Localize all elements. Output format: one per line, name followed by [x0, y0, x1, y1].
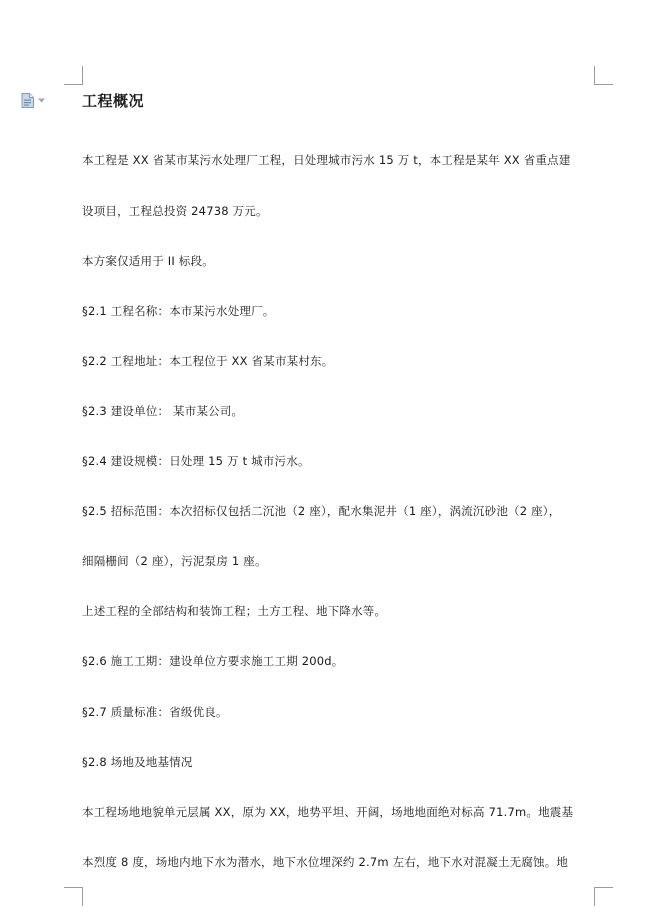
page-title: 工程概况: [82, 92, 145, 110]
paragraph-line: §2.4 建设规模：日处理 15 万 t 城市污水。: [82, 454, 310, 468]
navigation-pane-toggle[interactable]: [21, 93, 45, 108]
paragraph-line: 上述工程的全部结构和装饰工程；土方工程、地下降水等。: [82, 604, 387, 618]
paragraph-line: 本工程是 XX 省某市某污水处理厂工程，日处理城市污水 15 万 t，本工程是某年 XX 省重点建: [82, 153, 571, 167]
paragraph-line: §2.1 工程名称：本市某污水处理厂。: [82, 304, 275, 318]
paragraph-line: 本方案仅适用于 II 标段。: [82, 254, 214, 268]
page-corner-mark-top-left: [64, 66, 83, 85]
paragraph-line: 本烈度 8 度，场地内地下水为潜水，地下水位埋深约 2.7m 左右，地下水对混凝土无腐蚀。地: [82, 855, 569, 869]
paragraph-line: §2.6 施工工期：建设单位方要求施工工期 200d。: [82, 654, 344, 668]
paragraph-line: §2.7 质量标准：省级优良。: [82, 705, 228, 719]
paragraph-line: §2.2 工程地址：本工程位于 XX 省某市某村东。: [82, 354, 334, 368]
paragraph-line: §2.8 场地及地基情况: [82, 755, 193, 769]
paragraph-line: §2.3 建设单位： 某市某公司。: [82, 404, 244, 418]
page-corner-mark-bottom-right: [594, 887, 613, 906]
paragraph-line: 本工程场地地貌单元层属 XX，原为 XX，地势平坦、开阔，场地地面绝对标高 71.7m。地震基: [82, 805, 574, 819]
paragraph-line: §2.5 招标范围：本次招标仅包括二沉池（2 座），配水集泥井（1 座），涡流沉砂池（2 座），: [82, 504, 561, 518]
paragraph-line: 细隔栅间（2 座），污泥泵房 1 座。: [82, 554, 267, 568]
chevron-down-icon: [38, 98, 45, 103]
document-map-icon: [21, 93, 34, 108]
page-corner-mark-top-right: [594, 66, 613, 85]
paragraph-line: 设项目，工程总投资 24738 万元。: [82, 204, 268, 218]
page-corner-mark-bottom-left: [64, 887, 83, 906]
